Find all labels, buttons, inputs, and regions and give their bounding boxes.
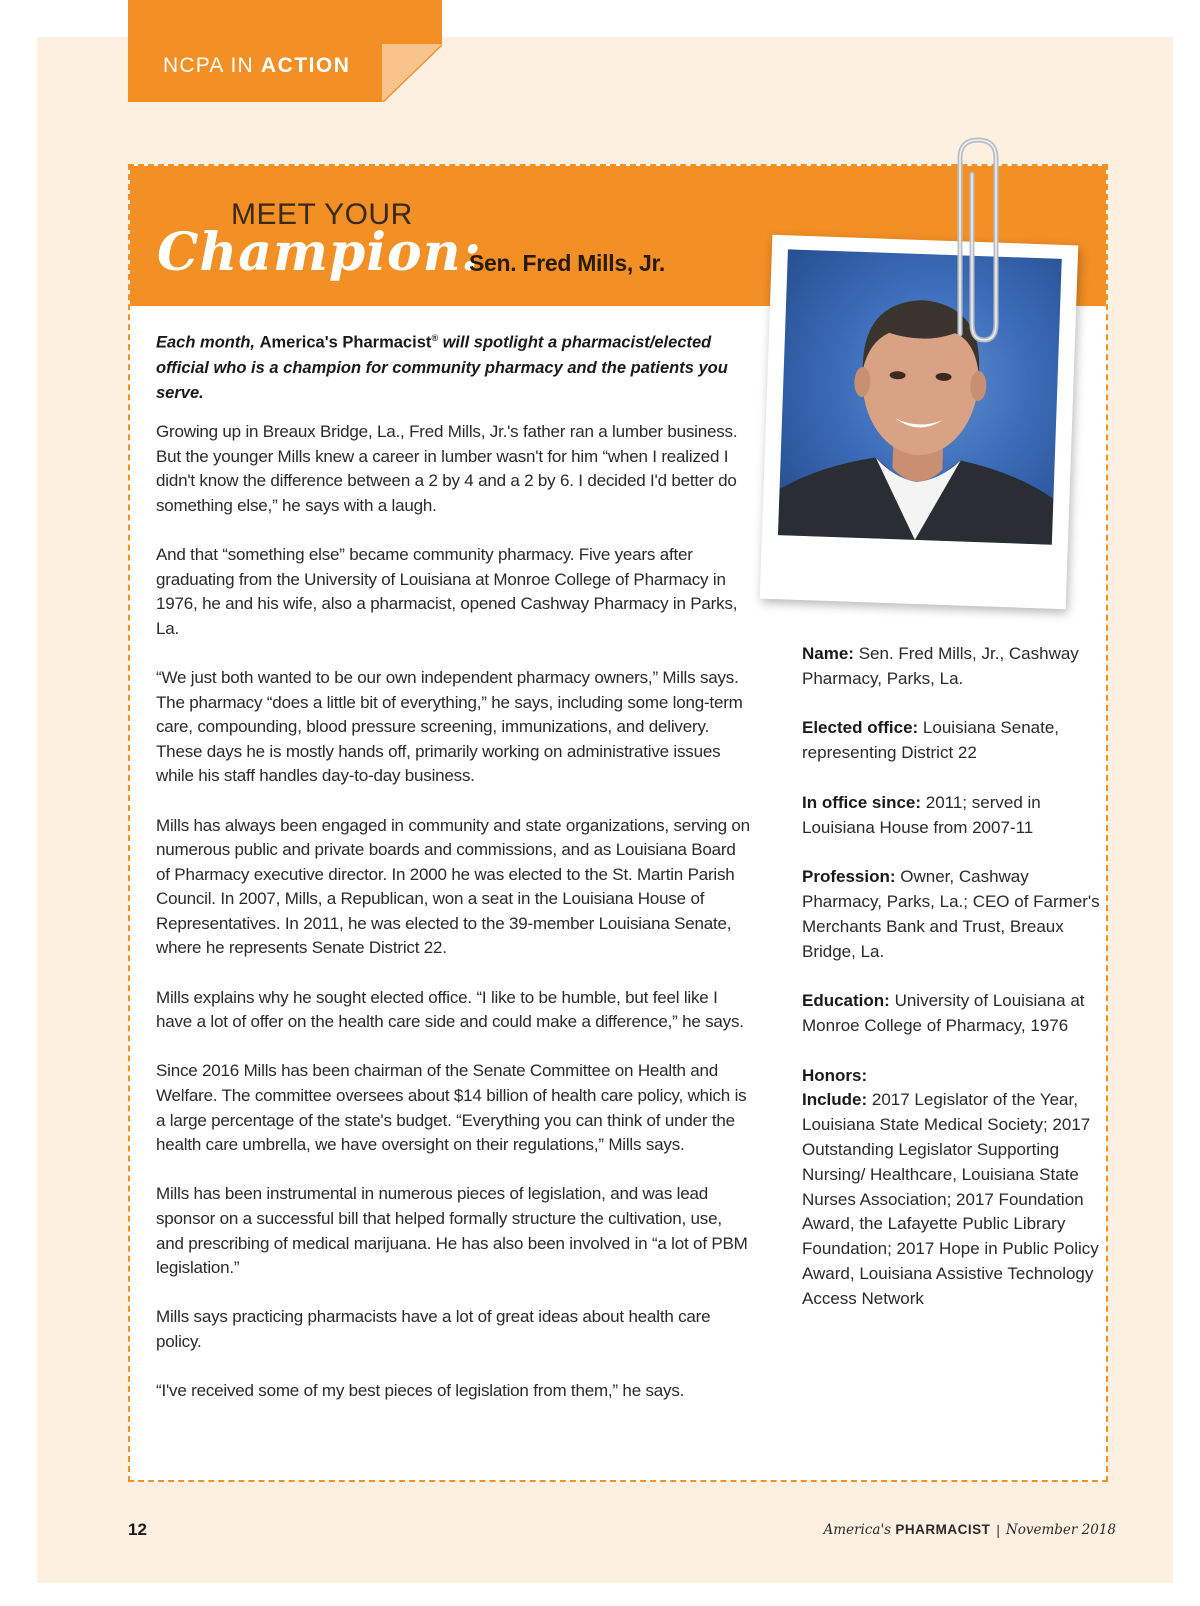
body-paragraph: Since 2016 Mills has been chairman of the Senate Committee on Health and Welfare. The committee oversees about $14 billion of health care policy, which is a large percentage of the state's budget. “Everything you can think of under the health care umbrella, we have oversight on their regulations,” Mills says.	[156, 1061, 747, 1155]
header-kicker: MEET YOUR	[231, 198, 413, 231]
fact-profession	[802, 865, 1102, 964]
fact-value: Louisiana Senate, representing District 22	[802, 718, 1060, 763]
fact-honors	[802, 1064, 1102, 1312]
folio-separator: |	[996, 1522, 1000, 1538]
fact-education	[802, 989, 1102, 1039]
fact-label: Include:	[802, 1090, 868, 1110]
section-prefix: NCPA IN	[163, 54, 261, 77]
portrait-illustration	[778, 249, 1062, 544]
header-name: Sen. Fred Mills, Jr.	[469, 250, 665, 276]
fact-value: 2011; served in Louisiana House from 2007-11	[802, 792, 1041, 837]
folio-magazine-bold: PHARMACIST	[895, 1522, 991, 1537]
fact-elected-office	[802, 716, 1102, 766]
body-paragraph: “I've received some of my best pieces of legislation from them,” he says.	[156, 1381, 685, 1401]
fact-value: Owner, Cashway Pharmacy, Parks, La.; CEO of Farmer's Merchants Bank and Trust, Breaux Bridge, La.	[802, 867, 1100, 961]
section-label	[163, 54, 350, 78]
folio	[824, 1522, 1116, 1538]
body-paragraph: Mills says practicing pharmacists have a lot of great ideas about health care policy.	[156, 1307, 711, 1351]
fact-label: Honors:	[802, 1065, 868, 1085]
folio-issue: November 2018	[1005, 1522, 1116, 1538]
section-emphasis: ACTION	[260, 54, 351, 77]
header-title: Champion:	[157, 222, 482, 283]
body-paragraph: “We just both wanted to be our own independent pharmacy owners,” Mills says. The pharmacy “does a little bit of everything,” he says, including some long-term care, compounding, blood pressure screening, immunizations, and delivery. These days he is mostly hands off, primarily working on administrative issues while his staff handles day-to-day business.	[156, 667, 743, 786]
fact-label: Profession:	[802, 867, 896, 887]
fact-label: Name:	[802, 644, 854, 663]
folio-magazine-prefix: America's	[823, 1522, 896, 1538]
intro-lead: Each month,	[156, 333, 260, 352]
fact-value: Sen. Fred Mills, Jr., Cashway Pharmacy, Parks, La.	[802, 644, 1079, 688]
intro-reg: ®	[431, 333, 439, 343]
fact-in-office-since	[802, 791, 1102, 841]
fact-name	[802, 642, 1102, 692]
fact-label: In office since:	[802, 792, 922, 812]
intro-rest: will spotlight a pharmacist/elected official who is a champion for community pharmacy and the patients you serve.	[156, 333, 728, 402]
fact-label: Education:	[802, 991, 890, 1011]
fact-sidebar	[802, 642, 1102, 1336]
fact-value: 2017 Legislator of the Year, Louisiana State Medical Society; 2017 Outstanding Legislator Supporting Nursing/ Healthcare, Louisiana State Nurses Association; 2017 Foundation Award, the Lafayette Public Library Foundation; 2017 Hope in Public Policy Award, Louisiana Assistive Technology Access Network	[802, 1090, 1099, 1308]
fact-value: University of Louisiana at Monroe College of Pharmacy, 1976	[802, 991, 1085, 1035]
page-number: 12	[128, 1520, 147, 1539]
body-paragraph: Mills has been instrumental in numerous pieces of legislation, and was lead sponsor on a successful bill that helped formally structure the cultivation, use, and prescribing of medical marijuana. He has also been involved in “a lot of PBM legislation.”	[156, 1184, 748, 1278]
body-paragraph: Mills has always been engaged in community and state organizations, serving on numerous public and private boards and commissions, and as Louisiana Board of Pharmacy executive director. In 2000 he was elected to the St. Martin Parish Council. In 2007, Mills, a Republican, won a seat in the Louisiana House of Representatives. In 2011, he was elected to the 39-member Louisiana Senate, where he represents Senate District 22.	[156, 815, 750, 958]
body-paragraph: Growing up in Breaux Bridge, La., Fred Mills, Jr.'s father ran a lumber business. But the younger Mills knew a career in lumber wasn't for him “when I realized I didn't know the difference between a 2 by 4 and a 2 by 6. I decided I'd better do something else,” he says with a laugh.	[156, 422, 738, 515]
fact-label: Elected office:	[802, 718, 919, 738]
article-body	[156, 420, 752, 1428]
paperclip-icon	[950, 134, 1010, 354]
folio-magazine	[824, 1522, 991, 1538]
body-paragraph: And that “something else” became community pharmacy. Five years after graduating from the University of Louisiana at Monroe College of Pharmacy in 1976, he and his wife, also a pharmacist, opened Cashway Pharmacy in Parks, La.	[156, 544, 738, 638]
polaroid-frame	[760, 235, 1079, 609]
body-paragraph: Mills explains why he sought elected office. “I like to be humble, but feel like I have a lot of offer on the health care side and could make a difference,” he says.	[156, 987, 744, 1032]
intro-paragraph	[156, 326, 756, 406]
intro-magazine: America's Pharmacist	[259, 333, 432, 352]
portrait-photo	[778, 249, 1062, 544]
